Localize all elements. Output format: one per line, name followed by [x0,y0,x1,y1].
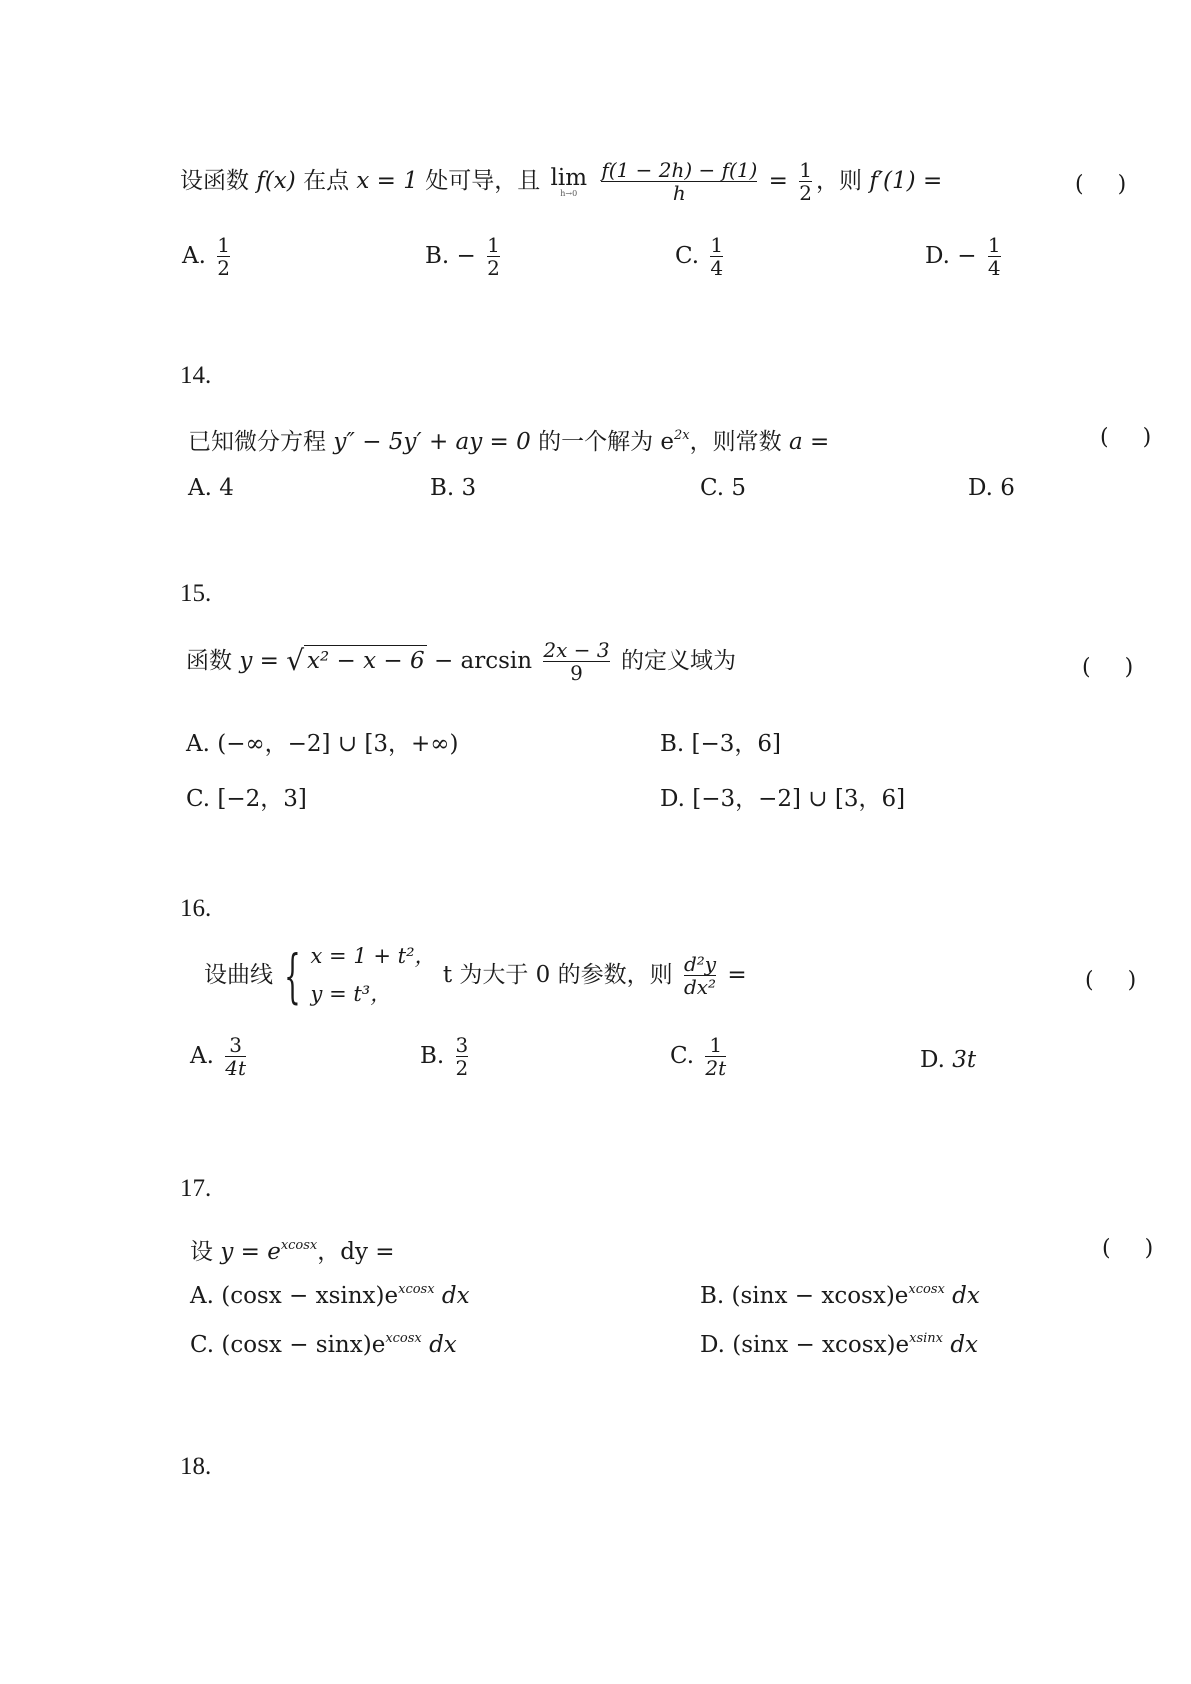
q16-option-c: C. $\frac{1}{2t}$ [670,1033,727,1080]
limit-fraction: $\frac{f(1 - 2h) - f(1)}{h}$ [601,158,758,205]
q16-stem: 设曲线 { x = 1 + t²， y = t³， t 为大于 0 的参数，则 $\frac{\text{d²y}}{\text{dx²}}$ = [204,938,747,1014]
q16-option-b: B. $\frac{3}{2}$ [420,1033,469,1080]
q17-option-d: D. $(\sin x - xcosx)e^{xsinx}$ dx [700,1331,979,1358]
answer-parenthesis: () [1075,172,1161,197]
answer-parenthesis: () [1100,425,1186,450]
q17-option-b: B. $(\sin x - xcosx)e^{xcosx}$ dx [700,1282,980,1309]
answer-parenthesis: () [1102,1236,1188,1261]
q13-stem: 设函数 f(x) 在点 x = 1 处可导，且 lim h→0 $\frac{f(1 - 2h) - f(1)}{h}$ = $\frac{1}{2}$ ，则 f′(1) = [180,158,943,205]
q15-option-c: C. [−2，3] [186,786,307,812]
q16-option-a: A. $\frac{3}{4t}$ [190,1033,246,1080]
answer-parenthesis: () [1085,968,1171,993]
parametric-system: x = 1 + t²， y = t³， [310,944,436,1006]
limit-operator: lim h→0 [550,164,588,198]
left-brace: { [284,941,302,1010]
q15-stem: 函数 y = √ x² − x − 6 − arcsin $\frac{2x - 3}{9}$ 的定义域为 [186,638,736,685]
question-number: 14. [180,362,212,389]
q15-option-b: B. [−3，6] [660,731,782,757]
q15-option-d: D. [−3，−2] ∪ [3，6] [660,786,906,812]
q17-stem: 设 $y = e^{xcosx}$，dy = [190,1238,395,1265]
q17-option-c: C. $(\cos x - \sin x)e^{xcosx}$ dx [190,1331,457,1358]
sqrt-sign: √ [286,644,305,677]
question-number: 15. [180,580,212,607]
question-number: 18. [180,1453,212,1480]
q14-option-b: B. 3 [430,475,477,501]
q14-option-d: D. 6 [968,475,1015,501]
q17-option-a: A. $(\cos x - xsinx)e^{xcosx}$ dx [190,1282,470,1309]
second-derivative-fraction: $\frac{\text{d²y}}{\text{dx²}}$ [683,951,717,999]
q14-option-a: A. 4 [188,475,234,501]
q13-option-d: D. − $\frac{1}{4}$ [925,233,1001,280]
rhs-fraction: $\frac{1}{2}$ [799,158,812,205]
question-number: 17. [180,1175,212,1202]
q16-option-d: D. 3t [920,1047,977,1073]
q13-option-b: B. − $\frac{1}{2}$ [425,233,500,280]
arcsin-fraction: $\frac{2x - 3}{9}$ [543,638,610,685]
q13-option-c: C. $\frac{1}{4}$ [675,233,724,280]
q14-stem: 已知微分方程 y″ − 5y′ + ay = 0 的一个解为 $e^{2x}$，则常数 a = [188,428,830,455]
question-number: 16. [180,895,212,922]
q13-option-a: A. $\frac{1}{2}$ [182,233,230,280]
q15-option-a: A. (−∞，−2] ∪ [3，+∞) [186,731,459,757]
answer-parenthesis: () [1082,655,1168,680]
q14-option-c: C. 5 [700,475,747,501]
